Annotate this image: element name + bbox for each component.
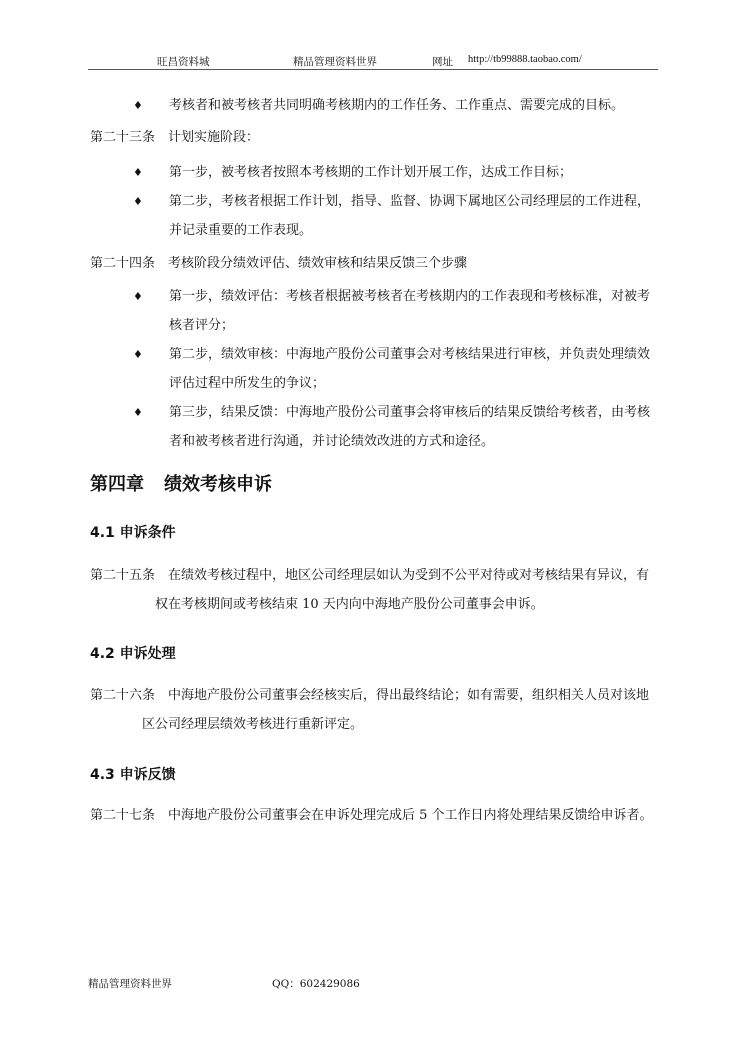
bullet-text-cont: 并记录重要的工作表现。: [169, 223, 313, 238]
header-url-label: 网址: [432, 56, 453, 68]
section-heading: 4.2 申诉处理: [90, 646, 176, 662]
bullet-text-cont: 核者评分；: [169, 318, 235, 333]
chapter-number: 第四章: [90, 474, 144, 495]
bullet-text: 第三步，结果反馈：中海地产股份公司董事会将审核后的结果反馈给考核者，由考核: [169, 405, 651, 420]
article-26: 第二十六条 中海地产股份公司董事会经核实后，得出最终结论；如有需要，组织相关人员对该地: [90, 688, 650, 703]
chapter-heading: [90, 470, 272, 496]
article-23: 第二十三条 计划实施阶段：: [90, 130, 260, 145]
bullet-text: 第二步，绩效审核：中海地产股份公司董事会对考核结果进行审核，并负责处理绩效: [169, 347, 651, 362]
section-heading: 4.1 申诉条件: [90, 525, 176, 541]
article-26-cont: 区公司经理层绩效考核进行重新评定。: [142, 717, 364, 732]
header-rule: [88, 69, 658, 70]
article-27: 第二十七条 中海地产股份公司董事会在申诉处理完成后 5 个工作日内将处理结果反馈给申诉者。: [90, 808, 653, 823]
header-center: 精品管理资料世界: [293, 56, 377, 68]
bullet-text: 第二步，考核者根据工作计划，指导、监督、协调下属地区公司经理层的工作进程，: [169, 194, 651, 209]
page-header: [88, 54, 658, 70]
bullet-icon: ♦: [133, 406, 143, 419]
bullet-icon: ♦: [133, 290, 143, 303]
bullet-text-cont: 评估过程中所发生的争议；: [169, 376, 326, 391]
bullet-icon: ♦: [133, 195, 143, 208]
chapter-title: 绩效考核申诉: [164, 474, 272, 495]
bullet-icon: ♦: [133, 166, 143, 179]
article-25-cont: 权在考核期间或考核结束 10 天内向中海地产股份公司董事会申诉。: [155, 597, 544, 612]
article-24: 第二十四条 考核阶段分绩效评估、绩效审核和结果反馈三个步骤: [90, 256, 468, 271]
bullet-text: 考核者和被考核者共同明确考核期内的工作任务、工作重点、需要完成的目标。: [169, 98, 625, 113]
bullet-icon: ♦: [133, 348, 143, 361]
footer-left: 精品管理资料世界: [88, 978, 172, 990]
bullet-text: 第一步，被考核者按照本考核期的工作计划开展工作，达成工作目标；: [169, 165, 573, 180]
footer-qq: QQ：602429086: [272, 978, 360, 990]
bullet-icon: ♦: [133, 99, 143, 112]
bullet-text-cont: 者和被考核者进行沟通，并讨论绩效改进的方式和途径。: [169, 434, 495, 449]
section-heading: 4.3 申诉反馈: [90, 767, 176, 783]
header-url: http://tb99888.taobao.com/: [468, 54, 582, 65]
header-left: 旺昌资料城: [157, 56, 210, 68]
bullet-text: 第一步，绩效评估：考核者根据被考核者在考核期内的工作表现和考核标准，对被考: [169, 289, 651, 304]
article-25: 第二十五条 在绩效考核过程中，地区公司经理层如认为受到不公平对待或对考核结果有异议，有: [90, 568, 650, 583]
